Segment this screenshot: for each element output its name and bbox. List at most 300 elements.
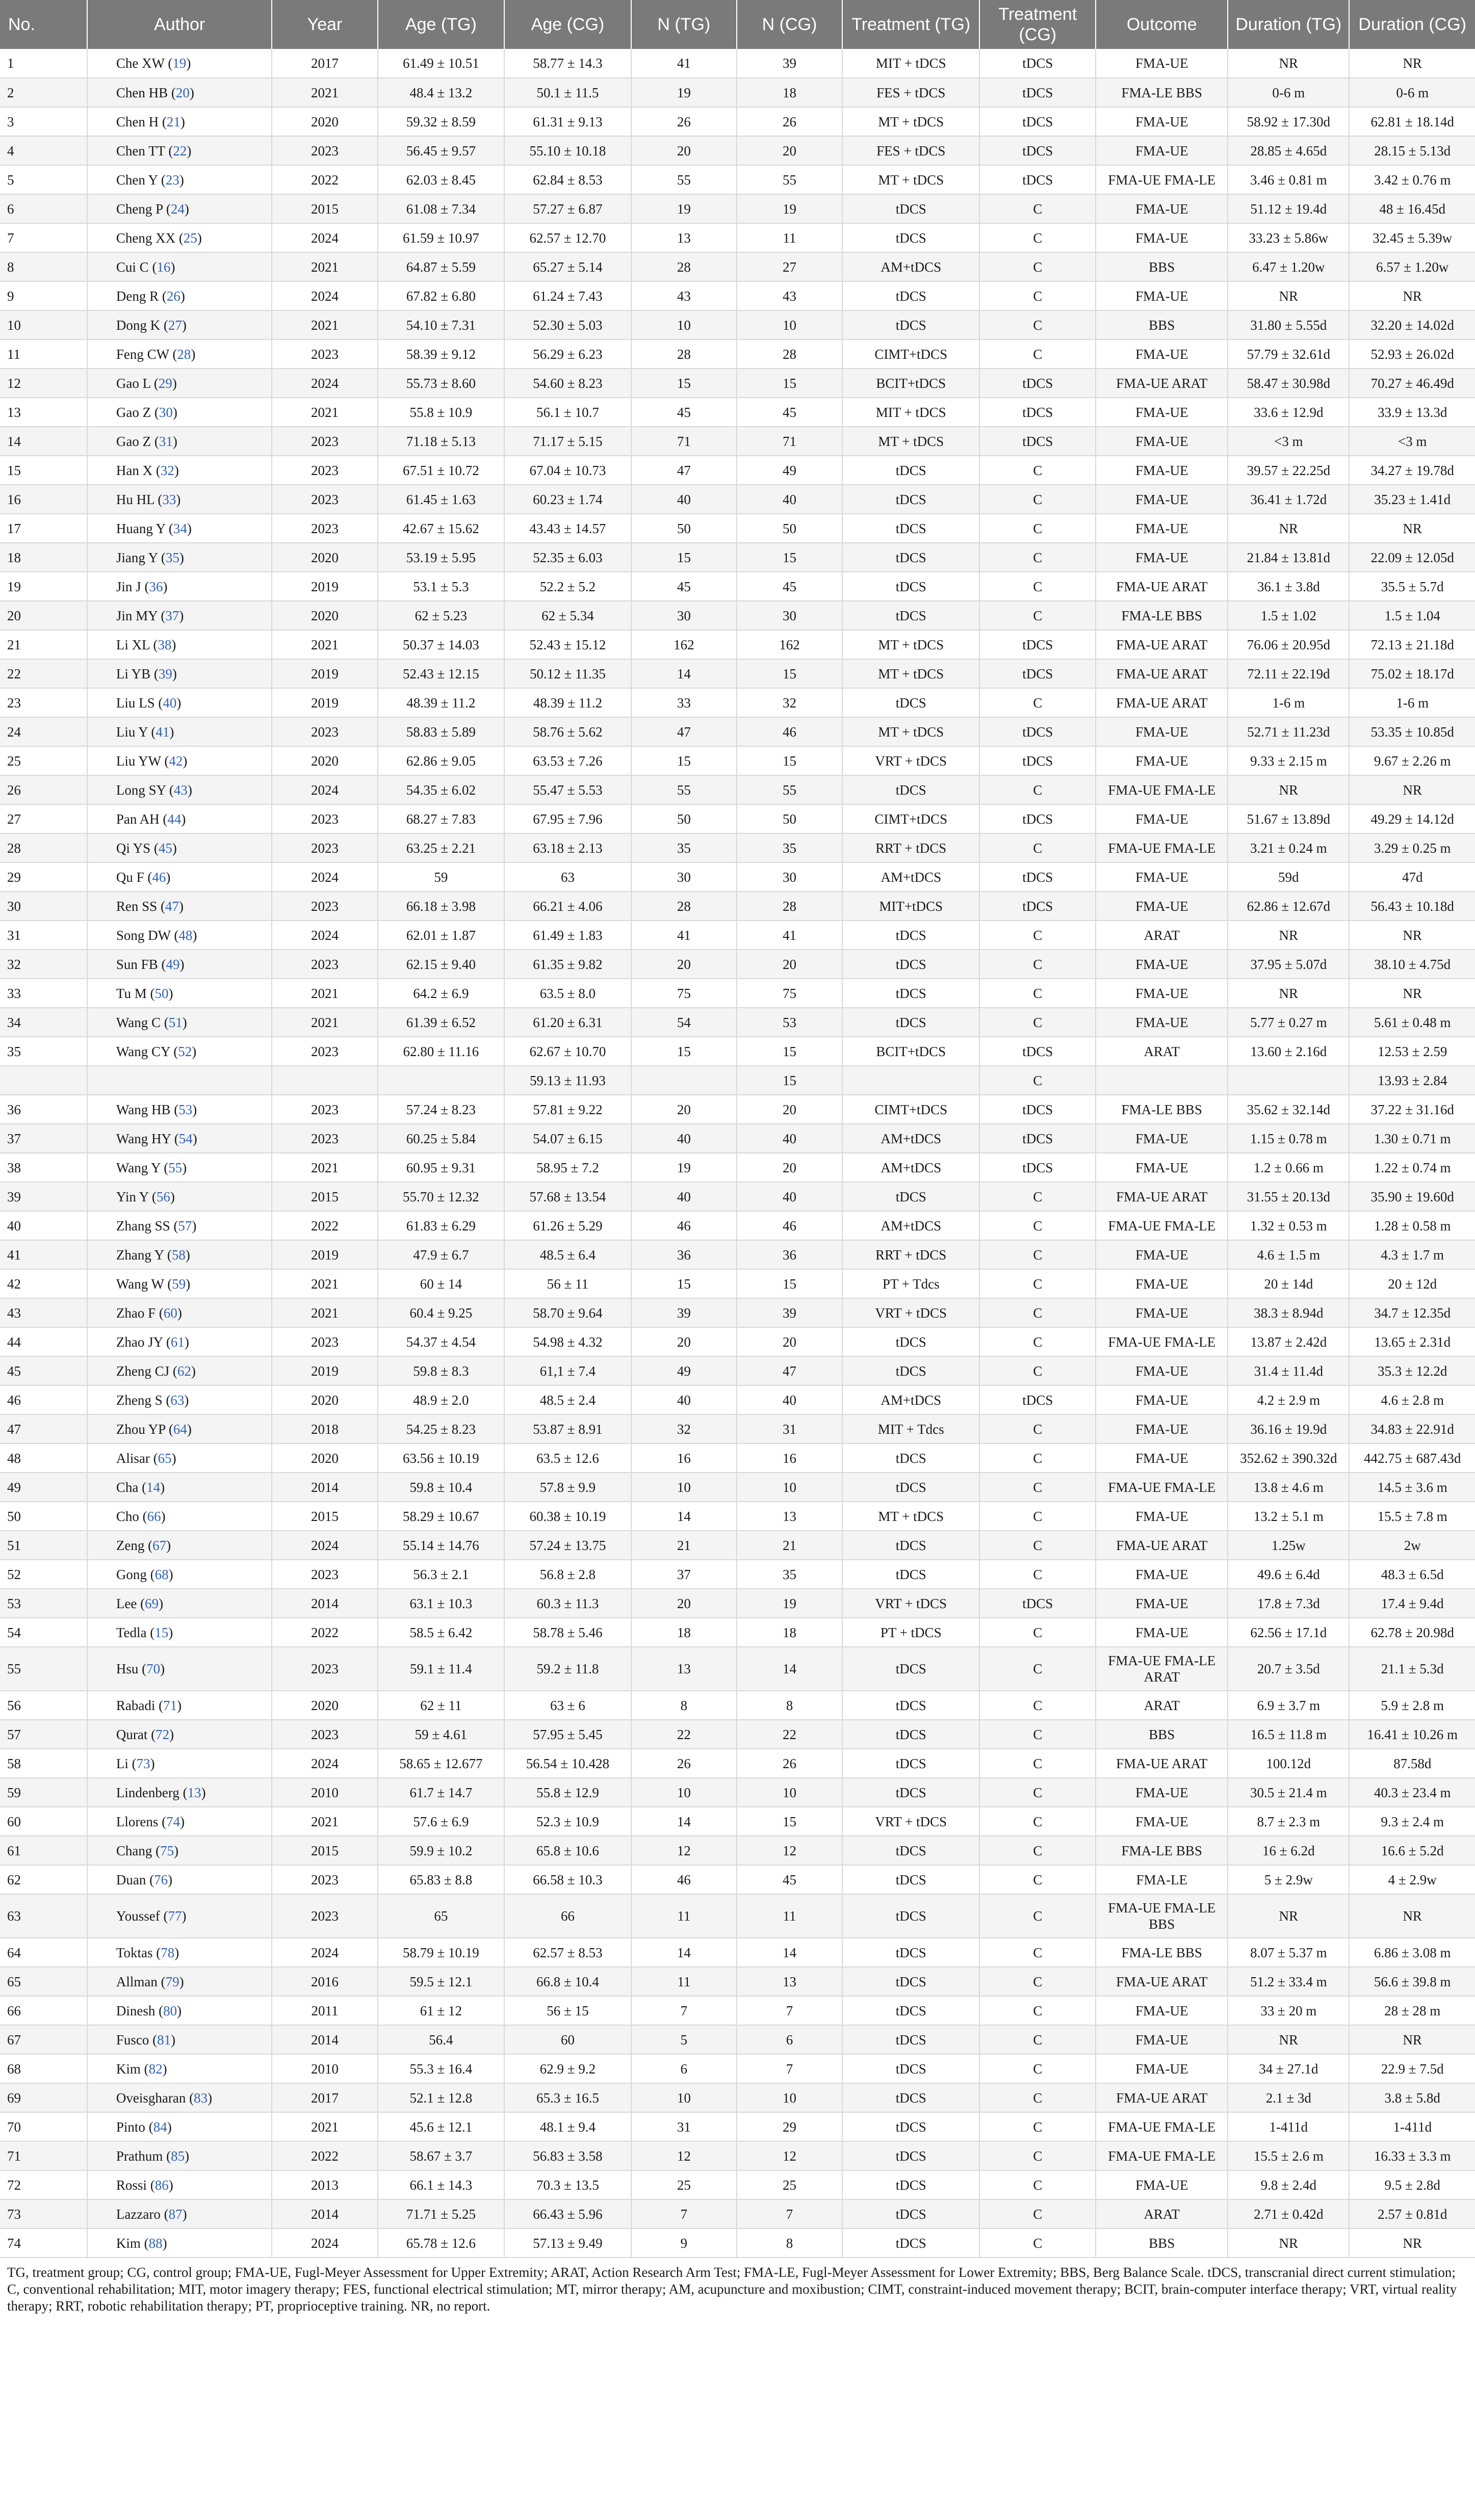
- reference-link[interactable]: 71: [163, 1697, 177, 1713]
- reference-link[interactable]: 46: [152, 869, 166, 885]
- cell-n-cg: 20: [737, 1153, 842, 1182]
- cell-year: 2018: [272, 1414, 377, 1443]
- reference-link[interactable]: 82: [148, 2061, 163, 2077]
- cell-year: [272, 1066, 377, 1095]
- reference-link[interactable]: 68: [154, 1566, 169, 1582]
- cell-age-cg: 56.83 ± 3.58: [504, 2141, 631, 2170]
- cell-treatment-tg: [842, 1066, 979, 1095]
- author-name: Liu LS: [116, 695, 155, 711]
- cell-treatment-cg: C: [979, 2199, 1096, 2228]
- cell-treatment-cg: C: [979, 601, 1096, 630]
- cell-duration-cg: 56.43 ± 10.18d: [1349, 891, 1475, 921]
- cell-no: 51: [0, 1531, 87, 1560]
- author-name: Alisar: [116, 1450, 150, 1466]
- reference-link[interactable]: 61: [170, 1334, 185, 1350]
- cell-year: 2023: [272, 950, 377, 979]
- cell-treatment-cg: C: [979, 1836, 1096, 1865]
- cell-n-tg: 41: [631, 921, 737, 950]
- reference-link[interactable]: 15: [154, 1624, 169, 1640]
- cell-n-cg: 16: [737, 1443, 842, 1473]
- reference-link[interactable]: 30: [159, 404, 173, 420]
- cell-duration-tg: 9.8 ± 2.4d: [1228, 2170, 1349, 2199]
- cell-author: Liu LS (40): [87, 688, 272, 717]
- cell-n-tg: 30: [631, 601, 737, 630]
- cell-author: Duan (76): [87, 1865, 272, 1894]
- cell-treatment-cg: C: [979, 1807, 1096, 1836]
- author-name: Cui C: [116, 259, 149, 275]
- cell-duration-cg: 4 ± 2.9w: [1349, 1865, 1475, 1894]
- cell-n-tg: 50: [631, 804, 737, 833]
- column-header: Duration (CG): [1358, 15, 1466, 34]
- reference-link[interactable]: 22: [173, 143, 187, 159]
- cell-age-tg: 56.4: [378, 2025, 505, 2054]
- cell-age-cg: 59.2 ± 11.8: [504, 1647, 631, 1691]
- cell-author: Pan AH (44): [87, 804, 272, 833]
- reference-link[interactable]: 72: [156, 1726, 170, 1742]
- cell-duration-tg: 5.77 ± 0.27 m: [1228, 1008, 1349, 1037]
- reference-link[interactable]: 25: [183, 230, 197, 246]
- cell-duration-tg: 0-6 m: [1228, 78, 1349, 107]
- reference-link[interactable]: 37: [165, 608, 179, 623]
- cell-year: 2021: [272, 78, 377, 107]
- reference-link[interactable]: 79: [165, 1974, 179, 1989]
- cell-year: 2023: [272, 1037, 377, 1066]
- cell-duration-cg: 53.35 ± 10.85d: [1349, 717, 1475, 746]
- author-name: Duan: [116, 1872, 146, 1887]
- cell-treatment-tg: tDCS: [842, 1327, 979, 1356]
- table-row: [0, 1473, 1475, 1502]
- cell-treatment-tg: tDCS: [842, 1967, 979, 1996]
- author-name: Liu Y: [116, 724, 148, 740]
- cell-treatment-cg: tDCS: [979, 862, 1096, 891]
- reference-link[interactable]: 50: [154, 985, 169, 1001]
- reference-link[interactable]: 31: [159, 433, 173, 449]
- cell-treatment-tg: tDCS: [842, 1720, 979, 1749]
- reference-link[interactable]: 76: [154, 1872, 168, 1887]
- cell-duration-cg: 32.45 ± 5.39w: [1349, 223, 1475, 252]
- reference-link[interactable]: 87: [168, 2206, 183, 2222]
- cell-duration-tg: 1.32 ± 0.53 m: [1228, 1211, 1349, 1240]
- reference-link[interactable]: 62: [177, 1363, 191, 1379]
- author-name: Lazzaro: [116, 2206, 161, 2222]
- reference-link[interactable]: 14: [146, 1479, 161, 1495]
- cell-n-tg: 18: [631, 1618, 737, 1647]
- cell-year: 2017: [272, 49, 377, 78]
- reference-link[interactable]: 24: [170, 201, 185, 217]
- cell-duration-tg: 16.5 ± 11.8 m: [1228, 1720, 1349, 1749]
- cell-no: 70: [0, 2112, 87, 2141]
- cell-duration-cg: 35.5 ± 5.7d: [1349, 572, 1475, 601]
- cell-treatment-cg: C: [979, 2112, 1096, 2141]
- cell-author: Chang (75): [87, 1836, 272, 1865]
- cell-n-cg: 10: [737, 1778, 842, 1807]
- cell-treatment-cg: C: [979, 1967, 1096, 1996]
- reference-link[interactable]: 44: [167, 811, 182, 827]
- cell-age-cg: 62.57 ± 8.53: [504, 1938, 631, 1967]
- reference-link[interactable]: 48: [178, 927, 193, 943]
- cell-age-cg: 71.17 ± 5.15: [504, 427, 631, 456]
- cell-no: 58: [0, 1749, 87, 1778]
- reference-link[interactable]: 33: [162, 491, 176, 507]
- cell-no: 23: [0, 688, 87, 717]
- cell-age-tg: 61.08 ± 7.34: [378, 194, 505, 223]
- cell-treatment-tg: tDCS: [842, 1996, 979, 2025]
- cell-author: Zhao JY (61): [87, 1327, 272, 1356]
- author-name: Toktas: [116, 1945, 153, 1960]
- cell-duration-cg: NR: [1349, 514, 1475, 543]
- author-name: Li: [116, 1755, 128, 1771]
- reference-link[interactable]: 75: [160, 1843, 174, 1858]
- cell-no: 17: [0, 514, 87, 543]
- reference-link[interactable]: 70: [146, 1661, 161, 1676]
- cell-age-tg: 59.1 ± 11.4: [378, 1647, 505, 1691]
- reference-link[interactable]: 32: [160, 462, 174, 478]
- cell-treatment-tg: tDCS: [842, 1531, 979, 1560]
- reference-link[interactable]: 38: [158, 637, 172, 652]
- reference-link[interactable]: 67: [152, 1537, 167, 1553]
- table-row: [0, 688, 1475, 717]
- cell-treatment-tg: tDCS: [842, 950, 979, 979]
- reference-link[interactable]: 86: [154, 2177, 169, 2193]
- cell-n-tg: 12: [631, 1836, 737, 1865]
- reference-link[interactable]: 27: [168, 317, 182, 333]
- reference-link[interactable]: 54: [178, 1131, 193, 1146]
- reference-link[interactable]: 47: [165, 898, 179, 914]
- cell-duration-cg: 48 ± 16.45d: [1349, 194, 1475, 223]
- cell-author: Feng CW (28): [87, 339, 272, 369]
- cell-duration-tg: 36.41 ± 1.72d: [1228, 485, 1349, 514]
- cell-duration-tg: 1.5 ± 1.02: [1228, 601, 1349, 630]
- column-header: Age (TG): [378, 0, 505, 49]
- cell-duration-cg: 5.61 ± 0.48 m: [1349, 1008, 1475, 1037]
- cell-duration-cg: 87.58d: [1349, 1749, 1475, 1778]
- cell-duration-cg: 1.22 ± 0.74 m: [1349, 1153, 1475, 1182]
- table-row: [0, 862, 1475, 891]
- cell-no: 73: [0, 2199, 87, 2228]
- cell-no: 8: [0, 252, 87, 281]
- cell-no: 39: [0, 1182, 87, 1211]
- cell-duration-cg: 13.65 ± 2.31d: [1349, 1327, 1475, 1356]
- table-row: [0, 1385, 1475, 1414]
- cell-treatment-cg: C: [979, 2228, 1096, 2258]
- table-row: [0, 1414, 1475, 1443]
- cell-treatment-cg: C: [979, 1894, 1096, 1938]
- cell-author: Lazzaro (87): [87, 2199, 272, 2228]
- cell-age-tg: 63.25 ± 2.21: [378, 833, 505, 862]
- reference-link[interactable]: 84: [153, 2119, 167, 2135]
- cell-age-tg: 54.10 ± 7.31: [378, 310, 505, 339]
- cell-treatment-tg: BCIT+tDCS: [842, 1037, 979, 1066]
- author-name: Rabadi: [116, 1697, 156, 1713]
- table-row: [0, 1560, 1475, 1589]
- cell-duration-cg: 3.29 ± 0.25 m: [1349, 833, 1475, 862]
- cell-author: Hu HL (33): [87, 485, 272, 514]
- cell-duration-cg: 72.13 ± 21.18d: [1349, 630, 1475, 659]
- table-row: [0, 717, 1475, 746]
- cell-age-tg: 61 ± 12: [378, 1996, 505, 2025]
- author-name: Allman: [116, 1974, 158, 1989]
- reference-link[interactable]: 56: [156, 1189, 170, 1204]
- reference-link[interactable]: 66: [147, 1508, 161, 1524]
- cell-age-tg: 53.19 ± 5.95: [378, 543, 505, 572]
- cell-author: Li (73): [87, 1749, 272, 1778]
- cell-age-cg: 48.1 ± 9.4: [504, 2112, 631, 2141]
- reference-link[interactable]: 59: [172, 1276, 186, 1292]
- cell-duration-cg: 35.23 ± 1.41d: [1349, 485, 1475, 514]
- author-name: Pan AH: [116, 811, 160, 827]
- cell-author: Dinesh (80): [87, 1996, 272, 2025]
- cell-age-tg: 48.4 ± 13.2: [378, 78, 505, 107]
- cell-duration-tg: 33.6 ± 12.9d: [1228, 398, 1349, 427]
- cell-outcome: FMA-LE BBS: [1096, 1836, 1228, 1865]
- cell-duration-cg: 35.3 ± 12.2d: [1349, 1356, 1475, 1385]
- cell-n-cg: 18: [737, 78, 842, 107]
- reference-link[interactable]: 34: [173, 520, 187, 536]
- reference-link[interactable]: 23: [165, 172, 179, 188]
- reference-link[interactable]: 80: [163, 2003, 177, 2018]
- cell-age-tg: 60.25 ± 5.84: [378, 1124, 505, 1153]
- cell-outcome: FMA-UE: [1096, 804, 1228, 833]
- reference-link[interactable]: 83: [194, 2090, 208, 2106]
- reference-link[interactable]: 26: [166, 288, 180, 304]
- cell-treatment-cg: C: [979, 1414, 1096, 1443]
- cell-treatment-cg: C: [979, 1749, 1096, 1778]
- cell-duration-tg: 1.25w: [1228, 1531, 1349, 1560]
- cell-treatment-tg: AM+tDCS: [842, 1385, 979, 1414]
- table-row: [0, 1618, 1475, 1647]
- reference-link[interactable]: 88: [148, 2235, 163, 2251]
- cell-n-cg: 46: [737, 717, 842, 746]
- table-row: [0, 1356, 1475, 1385]
- table-row: [0, 1996, 1475, 2025]
- cell-duration-cg: 15.5 ± 7.8 m: [1349, 1502, 1475, 1531]
- author-name: Rossi: [116, 2177, 147, 2193]
- cell-treatment-cg: C: [979, 1066, 1096, 1095]
- reference-link[interactable]: 20: [175, 85, 190, 100]
- reference-link[interactable]: 29: [158, 375, 172, 391]
- cell-author: Youssef (77): [87, 1894, 272, 1938]
- table-row: [0, 2170, 1475, 2199]
- cell-outcome: BBS: [1096, 252, 1228, 281]
- cell-outcome: FMA-UE: [1096, 950, 1228, 979]
- reference-link[interactable]: 16: [157, 259, 171, 275]
- reference-link[interactable]: 36: [149, 579, 163, 594]
- cell-treatment-cg: C: [979, 1618, 1096, 1647]
- reference-link[interactable]: 58: [171, 1247, 186, 1263]
- cell-age-cg: 57.27 ± 6.87: [504, 194, 631, 223]
- cell-outcome: FMA-UE: [1096, 1124, 1228, 1153]
- cell-author: Fusco (81): [87, 2025, 272, 2054]
- cell-age-cg: 57.13 ± 9.49: [504, 2228, 631, 2258]
- cell-no: 37: [0, 1124, 87, 1153]
- cell-age-cg: 52.3 ± 10.9: [504, 1807, 631, 1836]
- cell-treatment-tg: CIMT+tDCS: [842, 339, 979, 369]
- reference-link[interactable]: 35: [165, 549, 179, 565]
- table-row: [0, 1749, 1475, 1778]
- cell-duration-tg: 58.92 ± 17.30d: [1228, 107, 1349, 136]
- cell-age-tg: 59.9 ± 10.2: [378, 1836, 505, 1865]
- reference-link[interactable]: 64: [173, 1421, 187, 1437]
- reference-link[interactable]: 53: [178, 1101, 193, 1117]
- cell-duration-tg: 28.85 ± 4.65d: [1228, 136, 1349, 165]
- cell-duration-cg: NR: [1349, 979, 1475, 1008]
- table-row: [0, 514, 1475, 543]
- cell-age-tg: 62.15 ± 9.40: [378, 950, 505, 979]
- cell-n-tg: 36: [631, 1240, 737, 1269]
- cell-duration-cg: 16.6 ± 5.2d: [1349, 1836, 1475, 1865]
- reference-link[interactable]: 85: [171, 2148, 185, 2164]
- cell-age-cg: 56.8 ± 2.8: [504, 1560, 631, 1589]
- cell-n-tg: 46: [631, 1211, 737, 1240]
- cell-duration-tg: 2.71 ± 0.42d: [1228, 2199, 1349, 2228]
- cell-treatment-tg: FES + tDCS: [842, 78, 979, 107]
- cell-outcome: FMA-UE: [1096, 1589, 1228, 1618]
- cell-age-tg: 54.35 ± 6.02: [378, 775, 505, 804]
- reference-link[interactable]: 63: [170, 1392, 185, 1408]
- cell-age-cg: 52.43 ± 15.12: [504, 630, 631, 659]
- cell-n-tg: 20: [631, 136, 737, 165]
- cell-no: 4: [0, 136, 87, 165]
- cell-outcome: ARAT: [1096, 1037, 1228, 1066]
- cell-duration-cg: 34.27 ± 19.78d: [1349, 456, 1475, 485]
- cell-year: 2024: [272, 1749, 377, 1778]
- reference-link[interactable]: 39: [158, 666, 172, 681]
- cell-age-tg: 62 ± 11: [378, 1691, 505, 1720]
- cell-n-cg: 20: [737, 950, 842, 979]
- cell-treatment-tg: VRT + tDCS: [842, 1298, 979, 1327]
- reference-link[interactable]: 55: [168, 1160, 183, 1175]
- table-row: [0, 630, 1475, 659]
- table-row: [0, 165, 1475, 194]
- cell-n-tg: 20: [631, 1095, 737, 1124]
- cell-no: 12: [0, 369, 87, 398]
- cell-age-cg: 56.54 ± 10.428: [504, 1749, 631, 1778]
- cell-outcome: FMA-UE: [1096, 891, 1228, 921]
- cell-duration-cg: 40.3 ± 23.4 m: [1349, 1778, 1475, 1807]
- cell-year: 2021: [272, 1008, 377, 1037]
- reference-link[interactable]: 73: [136, 1755, 150, 1771]
- cell-n-cg: 10: [737, 310, 842, 339]
- reference-link[interactable]: 13: [187, 1784, 201, 1800]
- cell-treatment-cg: C: [979, 1778, 1096, 1807]
- cell-treatment-tg: tDCS: [842, 1647, 979, 1691]
- cell-duration-cg: 32.20 ± 14.02d: [1349, 310, 1475, 339]
- cell-treatment-cg: C: [979, 1996, 1096, 2025]
- cell-year: 2024: [272, 281, 377, 310]
- reference-link[interactable]: 40: [163, 695, 177, 711]
- cell-year: 2014: [272, 2025, 377, 2054]
- cell-duration-cg: 34.83 ± 22.91d: [1349, 1414, 1475, 1443]
- reference-link[interactable]: 43: [173, 782, 188, 798]
- author-name: Wang Y: [116, 1160, 161, 1175]
- cell-age-tg: 63.56 ± 10.19: [378, 1443, 505, 1473]
- reference-link[interactable]: 77: [168, 1908, 182, 1924]
- cell-n-tg: 25: [631, 2170, 737, 2199]
- cell-author: Toktas (78): [87, 1938, 272, 1967]
- table-row: [0, 1894, 1475, 1938]
- cell-author: Dong K (27): [87, 310, 272, 339]
- cell-n-cg: 10: [737, 2083, 842, 2112]
- cell-n-tg: 30: [631, 862, 737, 891]
- cell-duration-tg: 5 ± 2.9w: [1228, 1865, 1349, 1894]
- reference-link[interactable]: 21: [166, 114, 180, 129]
- cell-outcome: FMA-UE: [1096, 339, 1228, 369]
- cell-treatment-cg: tDCS: [979, 630, 1096, 659]
- reference-link[interactable]: 28: [177, 346, 191, 362]
- reference-link[interactable]: 81: [157, 2032, 171, 2048]
- cell-year: 2024: [272, 1938, 377, 1967]
- table-row: [0, 1443, 1475, 1473]
- reference-link[interactable]: 60: [163, 1305, 177, 1321]
- cell-duration-cg: NR: [1349, 775, 1475, 804]
- cell-outcome: FMA-UE: [1096, 398, 1228, 427]
- cell-n-tg: 45: [631, 398, 737, 427]
- cell-author: Zeng (67): [87, 1531, 272, 1560]
- cell-duration-tg: 31.80 ± 5.55d: [1228, 310, 1349, 339]
- cell-no: 15: [0, 456, 87, 485]
- cell-n-cg: 43: [737, 281, 842, 310]
- cell-treatment-tg: tDCS: [842, 543, 979, 572]
- cell-age-tg: 58.79 ± 10.19: [378, 1938, 505, 1967]
- cell-n-cg: 22: [737, 1720, 842, 1749]
- reference-link[interactable]: 65: [158, 1450, 172, 1466]
- cell-n-tg: 47: [631, 456, 737, 485]
- cell-treatment-tg: AM+tDCS: [842, 862, 979, 891]
- cell-treatment-cg: tDCS: [979, 804, 1096, 833]
- table-row: [0, 1327, 1475, 1356]
- cell-n-cg: 46: [737, 1211, 842, 1240]
- cell-duration-cg: 22.9 ± 7.5d: [1349, 2054, 1475, 2083]
- reference-link[interactable]: 78: [161, 1945, 175, 1960]
- cell-year: 2020: [272, 601, 377, 630]
- reference-link[interactable]: 51: [168, 1014, 183, 1030]
- cell-year: 2020: [272, 1443, 377, 1473]
- cell-outcome: FMA-UE: [1096, 194, 1228, 223]
- cell-treatment-tg: AM+tDCS: [842, 1153, 979, 1182]
- cell-outcome: FMA-UE: [1096, 136, 1228, 165]
- cell-duration-tg: NR: [1228, 514, 1349, 543]
- cell-duration-cg: 28.15 ± 5.13d: [1349, 136, 1475, 165]
- cell-author: Zhang SS (57): [87, 1211, 272, 1240]
- cell-n-tg: 162: [631, 630, 737, 659]
- cell-author: Prathum (85): [87, 2141, 272, 2170]
- cell-treatment-cg: C: [979, 2141, 1096, 2170]
- table-row: [0, 136, 1475, 165]
- reference-link[interactable]: 49: [166, 956, 180, 972]
- cell-n-tg: 21: [631, 1531, 737, 1560]
- reference-link[interactable]: 57: [178, 1218, 192, 1233]
- cell-no: 19: [0, 572, 87, 601]
- cell-treatment-tg: tDCS: [842, 2054, 979, 2083]
- reference-link[interactable]: 69: [145, 1595, 159, 1611]
- cell-no: 35: [0, 1037, 87, 1066]
- reference-link[interactable]: 45: [158, 840, 172, 856]
- cell-n-tg: 11: [631, 1967, 737, 1996]
- reference-link[interactable]: 52: [178, 1043, 192, 1059]
- reference-link[interactable]: 19: [172, 56, 187, 71]
- cell-n-tg: 40: [631, 1182, 737, 1211]
- reference-link[interactable]: 74: [166, 1814, 180, 1829]
- cell-duration-tg: NR: [1228, 281, 1349, 310]
- reference-link[interactable]: 42: [169, 753, 183, 769]
- cell-duration-cg: 62.78 ± 20.98d: [1349, 1618, 1475, 1647]
- reference-link[interactable]: 41: [156, 724, 170, 740]
- cell-duration-cg: 9.5 ± 2.8d: [1349, 2170, 1475, 2199]
- cell-year: 2023: [272, 1560, 377, 1589]
- cell-treatment-tg: MT + tDCS: [842, 1502, 979, 1531]
- cell-n-cg: 15: [737, 1066, 842, 1095]
- cell-age-tg: 55.70 ± 12.32: [378, 1182, 505, 1211]
